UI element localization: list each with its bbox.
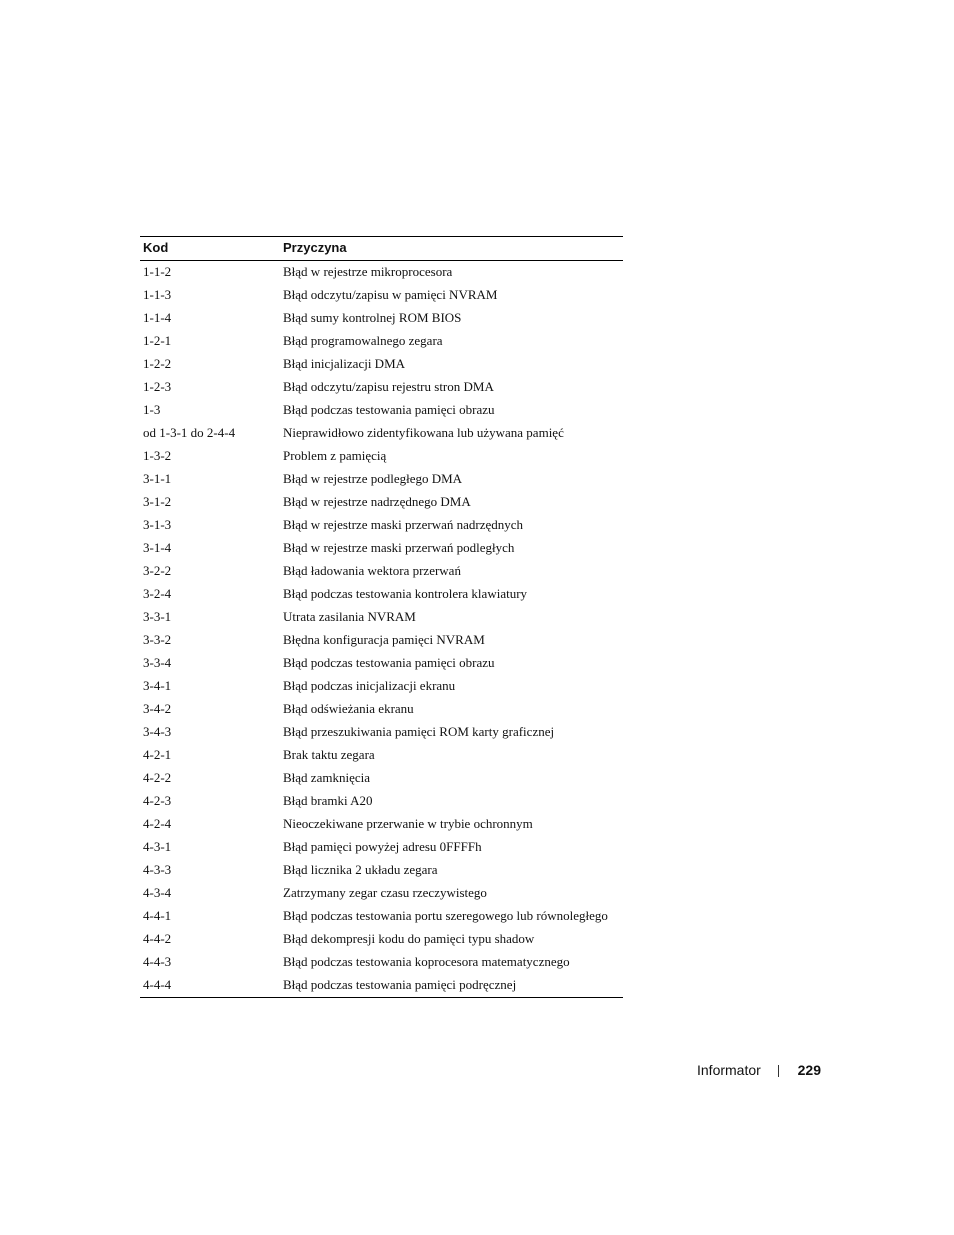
cell-code: 1-1-3 [143, 287, 172, 302]
table-row [140, 330, 623, 353]
cell-cause: Błąd przeszukiwania pamięci ROM karty graficznej [283, 724, 555, 739]
table-row [140, 790, 623, 813]
cell-cause: Błąd bramki A20 [283, 793, 373, 808]
table-row [140, 353, 623, 376]
cell-code: 3-2-2 [143, 563, 172, 578]
cell-cause: Błąd odświeżania ekranu [283, 701, 414, 716]
cell-cause: Nieprawidłowo zidentyfikowana lub używana pamięć [283, 425, 564, 440]
cell-code: 4-4-3 [143, 954, 172, 969]
cell-code: 4-3-1 [143, 839, 172, 854]
table-row [140, 652, 623, 675]
cell-code: 4-4-4 [140, 974, 280, 998]
cell-cause: Błąd sumy kontrolnej ROM BIOS [283, 310, 462, 325]
table-row [140, 721, 623, 744]
cell-code: 3-3-1 [143, 609, 172, 624]
table-row [140, 376, 623, 399]
footer-section-title: Informator [697, 1062, 761, 1078]
table-row [140, 491, 623, 514]
cell-code: 3-1-1 [143, 471, 172, 486]
cell-cause: Błąd podczas testowania pamięci obrazu [283, 402, 495, 417]
cell-code: 3-4-2 [143, 701, 172, 716]
cell-code: 4-3-4 [143, 885, 172, 900]
cell-code: 1-1-4 [143, 310, 172, 325]
cell-cause: Błąd dekompresji kodu do pamięci typu shadow [283, 931, 535, 946]
table-row [140, 537, 623, 560]
table-row [140, 744, 623, 767]
cell-code: 3-1-4 [143, 540, 172, 555]
cell-cause: Błąd podczas testowania kontrolera klawiatury [283, 586, 528, 601]
table-row [140, 261, 623, 285]
cell-cause: Błąd ładowania wektora przerwań [283, 563, 461, 578]
cell-cause: Błąd odczytu/zapisu w pamięci NVRAM [283, 287, 498, 302]
table-row [140, 951, 623, 974]
page-number: 229 [797, 1062, 821, 1078]
cell-code: 3-3-4 [143, 655, 172, 670]
cell-cause: Błąd podczas inicjalizacji ekranu [283, 678, 456, 693]
beep-code-table [140, 236, 623, 998]
table-row [140, 468, 623, 491]
cell-cause: Błąd podczas testowania pamięci podręcznej [280, 974, 623, 998]
cell-cause: Zatrzymany zegar czasu rzeczywistego [283, 885, 487, 900]
cell-cause: Błąd pamięci powyżej adresu 0FFFFh [283, 839, 482, 854]
cell-cause: Błąd programowalnego zegara [283, 333, 443, 348]
table-row [140, 629, 623, 652]
table-row [140, 767, 623, 790]
cell-cause: Błąd podczas testowania koprocesora matematycznego [283, 954, 570, 969]
cell-cause: Błędna konfiguracja pamięci NVRAM [283, 632, 485, 647]
table-row [140, 606, 623, 629]
cell-code: 4-2-2 [143, 770, 172, 785]
table-row [140, 560, 623, 583]
cell-cause: Błąd zamknięcia [283, 770, 370, 785]
table-row [140, 882, 623, 905]
cell-code: 4-2-3 [143, 793, 172, 808]
cell-code: 4-2-1 [143, 747, 172, 762]
cell-cause: Utrata zasilania NVRAM [283, 609, 416, 624]
table-row [140, 836, 623, 859]
cell-code: 4-3-3 [143, 862, 172, 877]
cell-code: 1-2-2 [143, 356, 172, 371]
column-header-code: Kod [140, 237, 280, 261]
cell-cause: Błąd w rejestrze maski przerwań nadrzędnych [283, 517, 524, 532]
cell-cause: Błąd odczytu/zapisu rejestru stron DMA [283, 379, 494, 394]
table-row [140, 859, 623, 882]
table-row [140, 284, 623, 307]
cell-cause: Błąd licznika 2 układu zegara [283, 862, 438, 877]
table-row [140, 399, 623, 422]
table-header-row [140, 237, 623, 261]
table-row [140, 675, 623, 698]
cell-cause: Błąd inicjalizacji DMA [283, 356, 406, 371]
cell-code: 1-3 [143, 402, 161, 417]
cell-cause: Błąd w rejestrze nadrzędnego DMA [283, 494, 471, 509]
cell-cause: Błąd podczas testowania pamięci obrazu [283, 655, 495, 670]
cell-code: 3-4-3 [143, 724, 172, 739]
cell-cause: Błąd podczas testowania portu szeregowego lub równoległego [283, 908, 608, 923]
table-row [140, 928, 623, 951]
table-row [140, 583, 623, 606]
cell-cause: Nieoczekiwane przerwanie w trybie ochronnym [283, 816, 533, 831]
footer-separator [778, 1065, 779, 1077]
table-row [140, 974, 623, 998]
cell-code: 1-2-3 [143, 379, 172, 394]
cell-cause: Problem z pamięcią [283, 448, 387, 463]
table-row [140, 905, 623, 928]
table-row [140, 422, 623, 445]
cell-code: 1-1-2 [143, 264, 172, 279]
cell-code: od 1-3-1 do 2-4-4 [143, 425, 236, 440]
cell-code: 1-2-1 [143, 333, 172, 348]
cell-code: 3-1-3 [143, 517, 172, 532]
table-row [140, 307, 623, 330]
cell-code: 4-4-1 [143, 908, 172, 923]
cell-code: 3-2-4 [143, 586, 172, 601]
cell-cause: Błąd w rejestrze mikroprocesora [283, 264, 453, 279]
cell-code: 3-3-2 [143, 632, 172, 647]
table-row [140, 813, 623, 836]
table-row [140, 445, 623, 468]
cell-code: 4-4-2 [143, 931, 172, 946]
cell-cause: Błąd w rejestrze maski przerwań podległych [283, 540, 515, 555]
cell-code: 4-2-4 [143, 816, 172, 831]
table-body [140, 261, 623, 998]
table-row [140, 698, 623, 721]
column-header-cause: Przyczyna [280, 237, 623, 261]
cell-code: 3-4-1 [143, 678, 172, 693]
cell-cause: Brak taktu zegara [283, 747, 375, 762]
cell-cause: Błąd w rejestrze podległego DMA [283, 471, 463, 486]
cell-code: 1-3-2 [143, 448, 172, 463]
page-footer [640, 1061, 821, 1081]
cell-code: 3-1-2 [143, 494, 172, 509]
table-row [140, 514, 623, 537]
